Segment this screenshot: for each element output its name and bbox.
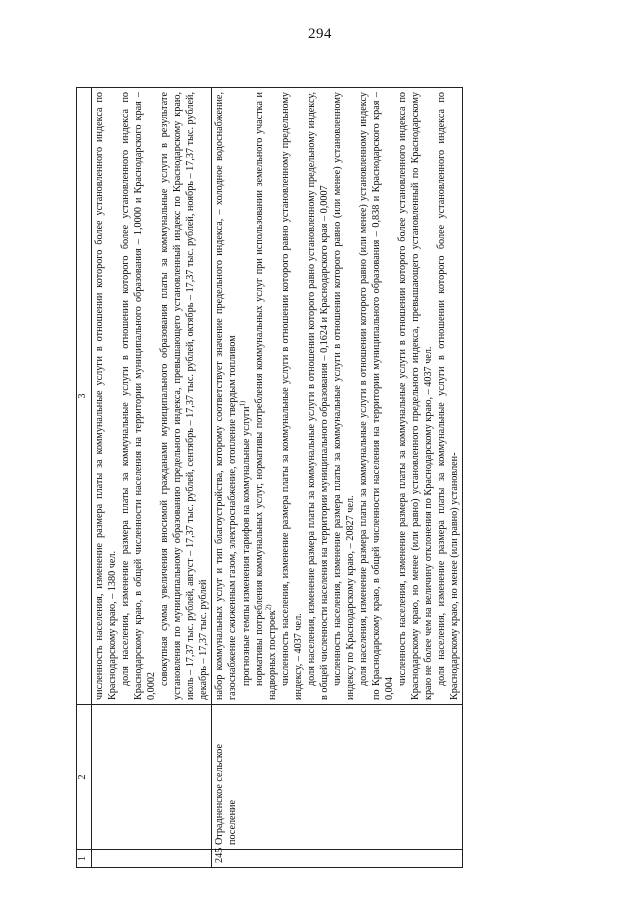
description-paragraph: набор коммунальных услуг и тип благоустройства, которому соответствует значение предельного индекса, – холодное водоснабжение, газоснабжение сжиженным газом, электроснабжение, отопление твердым топливом — [214, 92, 239, 700]
description-paragraph: доля населения, изменение размера платы за коммунальные услуги в отношении которого более установленного индекса по Краснодарскому краю, но менее (или равно) установлен- — [436, 92, 461, 700]
settlement-cell: Отрадненское сельское поселение — [212, 705, 463, 850]
description-text: нормативы потребления коммунальных услуг, нормативы потребления коммунальных услуг при использовании земельного участка и надворных построек — [253, 92, 278, 700]
description-paragraph — [240, 92, 253, 700]
row-number-cell: 245 — [212, 850, 463, 868]
table-row-245 — [212, 88, 463, 868]
description-paragraph: численность населения, изменение размера платы за коммунальные услуги в отношении которого более установленного индекса по Краснодарскому краю, – 1380 чел. — [94, 92, 119, 700]
description-paragraph: численность населения, изменение размера платы за коммунальные услуги в отношении которого равно (или менее) установленному индексу по Краснодарскому краю, – 20827 чел. — [331, 92, 356, 700]
table-row-continuation — [92, 88, 212, 868]
description-paragraph: численность населения, изменение размера платы за коммунальные услуги в отношении которого более установленного индекса по Краснодарскому краю, но менее (или равно) установленного предельного индекса, превышающего установленный по Краснодарскому краю не более чем на величину отклонения по Краснодарскому краю, – 4037 чел. — [397, 92, 435, 700]
description-paragraph: численность населения, изменение размера платы за коммунальные услуги в отношении которого равно установленному предельному индексу, – 4037 чел. — [279, 92, 304, 700]
description-paragraph — [253, 92, 279, 700]
description-paragraph: доля населения, изменение размера платы за коммунальные услуги в отношении которого равно установленному предельному индексу, в общей численности населения на территории муниципального образования – 0,1624 и Краснодарского края – 0,0007 — [305, 92, 330, 700]
settlement-cell — [92, 705, 212, 850]
description-paragraph: доля населения, изменение размера платы за коммунальные услуги в отношении которого более установленного индекса по Краснодарскому краю, в общей численности населения на территории муниципального образования – 1,0000 и Краснодарского края – 0,0002 — [120, 92, 158, 700]
page-number: 294 — [308, 26, 332, 42]
rotated-table-container — [76, 88, 596, 868]
settlement-table — [76, 87, 463, 868]
column-header-1: 1 — [77, 850, 92, 868]
description-paragraph: доля населения, изменение размера платы за коммунальные услуги в отношении которого равно (или менее) установленному индексу по Краснодарскому краю, в общей численности населения на территории муниципального образования – 0,838 и Краснодарского края – 0,004 — [357, 92, 396, 700]
table-header-row — [77, 88, 92, 868]
footnote-mark: 2) — [264, 604, 273, 611]
description-paragraph: совокупная сумма увеличения вносимой гражданами муниципального образования платы за коммунальные услуги в результате установления по муниципальному образованию предельного индекса, превышающего установленный индекс по Краснодарскому краю, июль – 17,37 тыс. рублей, август – 17,37 тыс. рублей, сентябрь – 17,37 тыс. рублей, октябрь – 17,37 тыс. рублей, ноябрь – 17,37 тыс. рублей, декабрь – 17,37 тыс. рублей — [159, 92, 210, 700]
description-cell — [92, 88, 212, 705]
description-cell — [212, 88, 463, 705]
footnote-mark: 1) — [238, 400, 247, 407]
column-header-2: 2 — [77, 705, 92, 850]
row-number-cell — [92, 850, 212, 868]
description-text: прогнозные темпы изменения тарифов на коммунальные услуги — [240, 406, 252, 686]
column-header-3: 3 — [77, 88, 92, 705]
